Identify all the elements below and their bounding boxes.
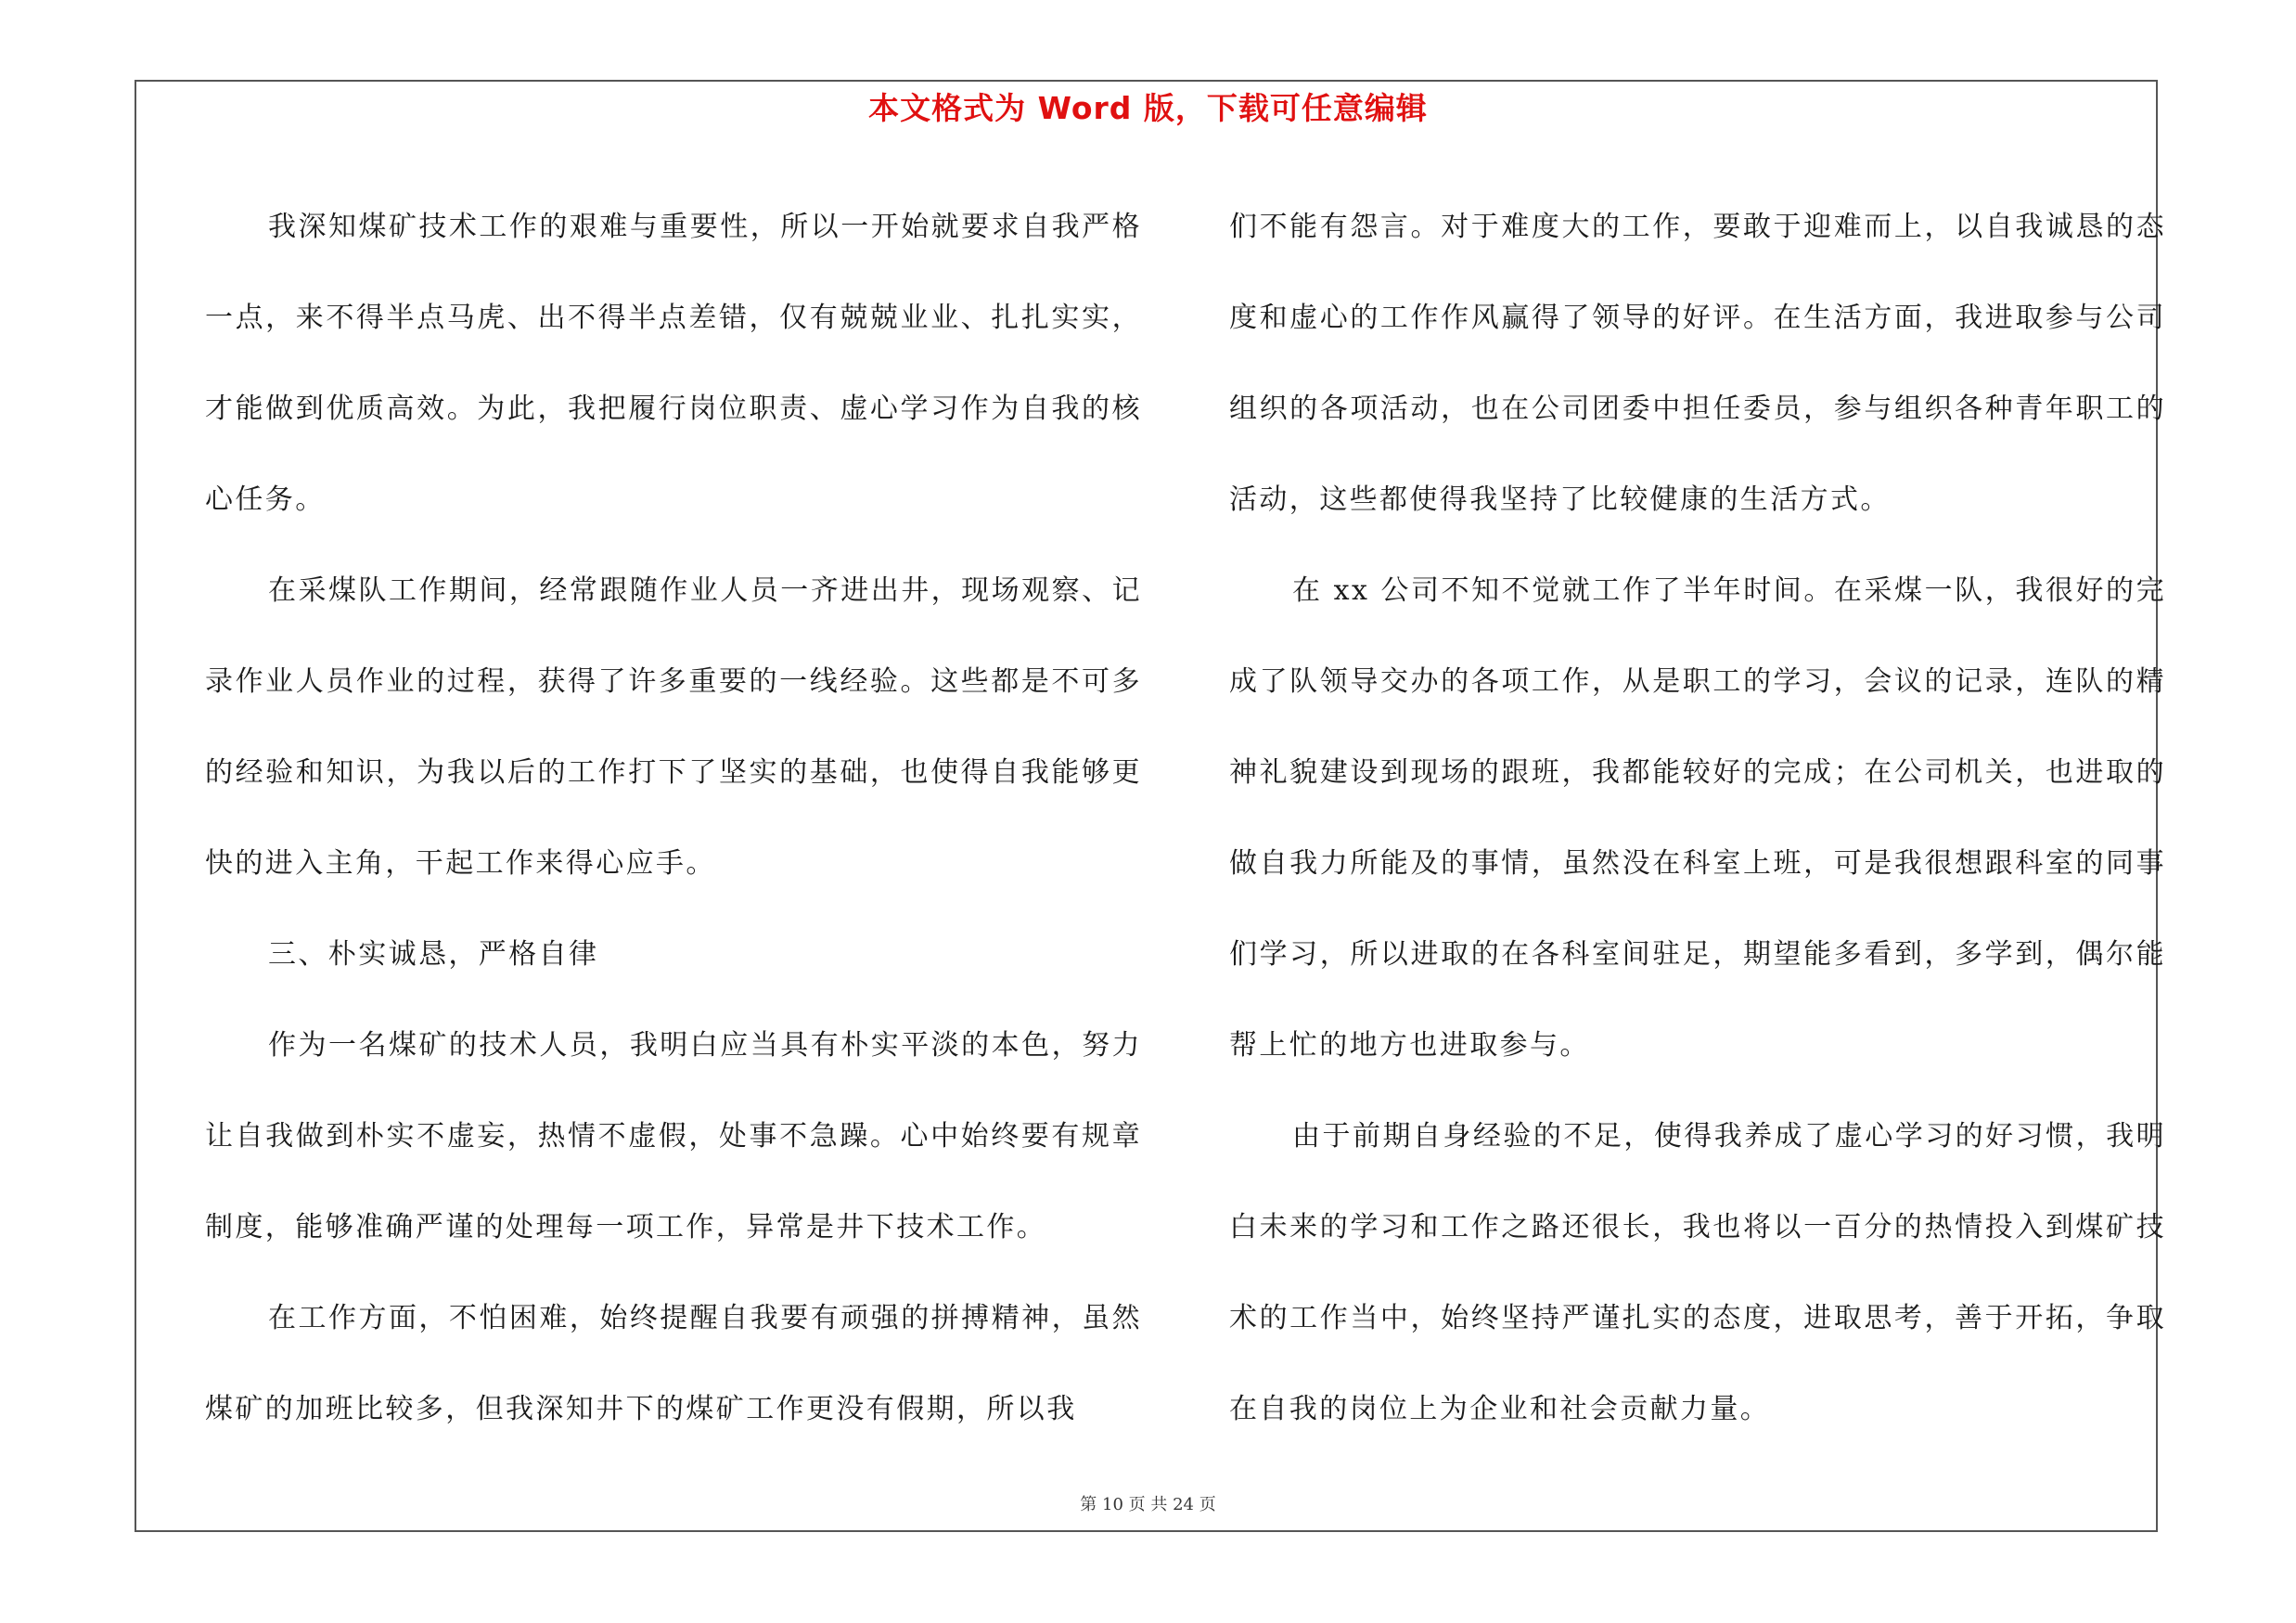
paragraph-continuation: 们不能有怨言。对于难度大的工作，要敢于迎难而上，以自我诚恳的态度和虚心的工作作风赢得了领导的好评。在生活方面，我进取参与公司组织的各项活动，也在公司团委中担任委员，参与组织各种青年职工的活动，这些都使得我坚持了比较健康的生活方式。 — [1229, 211, 2166, 516]
page-number-footer: 第 10 页 共 24 页 — [1080, 1495, 1216, 1514]
paragraph: 在 xx 公司不知不觉就工作了半年时间。在采煤一队，我很好的完成了队领导交办的各项工作，从是职工的学习，会议的记录，连队的精神礼貌建设到现场的跟班，我都能较好的完成；在公司机关，也进取的做自我力所能及的事情，虽然没在科室上班，可是我很想跟科室的同事们学习，所以进取的在各科室间驻足，期望能多看到，多学到，偶尔能帮上忙的地方也进取参与。 — [1229, 574, 2166, 1062]
left-column — [205, 182, 1142, 1455]
format-banner: 本文格式为 Word 版，下载可任意编辑 — [868, 90, 1428, 126]
paragraph: 我深知煤矿技术工作的艰难与重要性，所以一开始就要求自我严格一点，来不得半点马虎、出不得半点差错，仅有兢兢业业、扎扎实实，才能做到优质高效。为此，我把履行岗位职责、虚心学习作为自我的核心任务。 — [205, 211, 1142, 516]
paragraph: 在采煤队工作期间，经常跟随作业人员一齐进出井，现场观察、记录作业人员作业的过程，获得了许多重要的一线经验。这些都是不可多的经验和知识，为我以后的工作打下了坚实的基础，也使得自我能够更快的进入主角，干起工作来得心应手。 — [205, 574, 1142, 880]
right-column — [1229, 182, 2166, 1455]
section-heading: 三、朴实诚恳，严格自律 — [268, 938, 599, 971]
paragraph: 在工作方面，不怕困难，始终提醒自我要有顽强的拼搏精神，虽然煤矿的加班比较多，但我深知井下的煤矿工作更没有假期，所以我 — [205, 1302, 1142, 1425]
paragraph: 由于前期自身经验的不足，使得我养成了虚心学习的好习惯，我明白未来的学习和工作之路还很长，我也将以一百分的热情投入到煤矿技术的工作当中，始终坚持严谨扎实的态度，进取思考，善于开拓，争取在自我的岗位上为企业和社会贡献力量。 — [1229, 1120, 2166, 1425]
paragraph: 作为一名煤矿的技术人员，我明白应当具有朴实平淡的本色，努力让自我做到朴实不虚妄，热情不虚假，处事不急躁。心中始终要有规章制度，能够准确严谨的处理每一项工作，异常是井下技术工作。 — [205, 1029, 1142, 1243]
